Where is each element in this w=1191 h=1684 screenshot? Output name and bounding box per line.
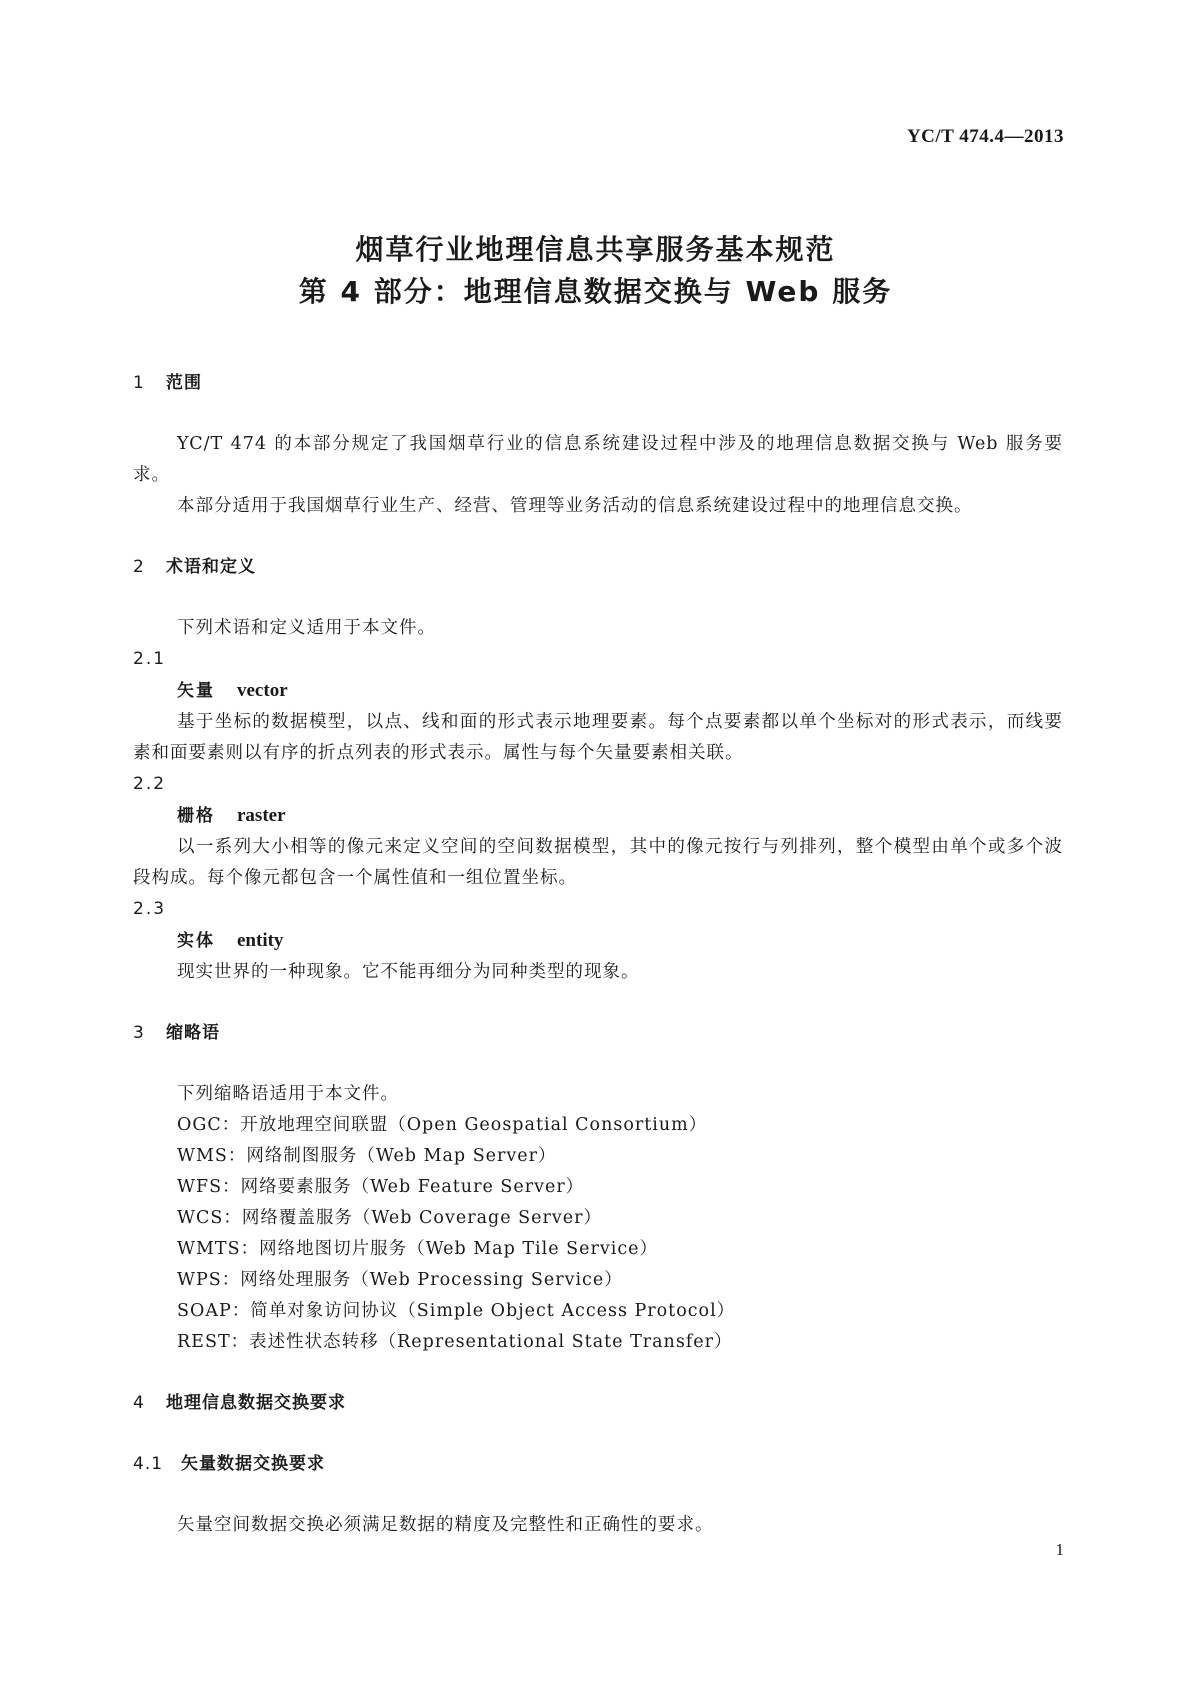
section-heading-abbreviations	[133, 1018, 1063, 1049]
list-item: SOAP：简单对象访问协议（Simple Object Access Protocol）	[177, 1301, 736, 1321]
page-number: 1	[1055, 1540, 1064, 1559]
term-english: entity	[237, 930, 284, 951]
term-english: vector	[237, 680, 288, 701]
section-number: 3	[133, 1023, 145, 1043]
list-item: OGC：开放地理空间联盟（Open Geospatial Consortium）	[177, 1115, 708, 1135]
section-heading-scope	[133, 368, 1063, 399]
section-heading-exchange	[133, 1388, 1063, 1419]
term-definition: 以一系列大小相等的像元来定义空间的空间数据模型，其中的像元按行与列排列，整个模型由单个或多个波段构成。每个像元都包含一个属性值和一组位置坐标。	[133, 837, 1063, 888]
list-item: WCS：网络覆盖服务（Web Coverage Server）	[177, 1208, 602, 1228]
term-chinese: 矢量	[177, 681, 215, 701]
scope-paragraph-2: 本部分适用于我国烟草行业生产、经营、管理等业务活动的信息系统建设过程中的地理信息交换。	[177, 496, 973, 516]
scope-paragraph-1: YC/T 474 的本部分规定了我国烟草行业的信息系统建设过程中涉及的地理信息数据交换与 Web 服务要求。	[133, 434, 1063, 485]
term-definition: 基于坐标的数据模型，以点、线和面的形式表示地理要素。每个点要素都以单个坐标对的形式表示，而线要素和面要素则以有序的折点列表的形式表示。属性与每个矢量要素相关联。	[133, 712, 1063, 763]
section-number: 1	[133, 373, 145, 393]
term-number: 2.2	[133, 774, 167, 794]
abbreviation-list	[133, 1110, 1063, 1358]
list-item: WMTS：网络地图切片服务（Web Map Tile Service）	[177, 1239, 659, 1259]
term-number: 2.1	[133, 649, 167, 669]
abbreviations-intro: 下列缩略语适用于本文件。	[177, 1084, 399, 1104]
document-body	[133, 368, 1063, 1541]
subsection-number: 4.1	[133, 1454, 164, 1474]
subsection-title: 矢量数据交换要求	[181, 1454, 325, 1474]
section-title: 地理信息数据交换要求	[166, 1393, 346, 1413]
standard-number: YC/T 474.4—2013	[906, 126, 1064, 147]
term-name-raster	[133, 800, 1063, 832]
section-number: 4	[133, 1393, 145, 1413]
section-title: 范围	[166, 373, 202, 393]
document-title-line-1: 烟草行业地理信息共享服务基本规范	[355, 233, 836, 266]
list-item: WMS：网络制图服务（Web Map Server）	[177, 1146, 557, 1166]
list-item: WPS：网络处理服务（Web Processing Service）	[177, 1270, 623, 1290]
term-chinese: 实体	[177, 931, 215, 951]
term-name-entity	[133, 925, 1063, 957]
term-name-vector	[133, 675, 1063, 707]
section-number: 2	[133, 557, 145, 577]
list-item: WFS：网络要素服务（Web Feature Server）	[177, 1177, 585, 1197]
section-title: 术语和定义	[166, 557, 256, 577]
list-item: REST：表述性状态转移（Representational State Transfer）	[177, 1332, 733, 1352]
section-heading-terms	[133, 552, 1063, 583]
subsection-heading-vector-exchange	[133, 1449, 1063, 1480]
terms-intro: 下列术语和定义适用于本文件。	[177, 618, 436, 638]
vector-exchange-paragraph: 矢量空间数据交换必须满足数据的精度及完整性和正确性的要求。	[177, 1515, 714, 1535]
document-title-line-2: 第 4 部分：地理信息数据交换与 Web 服务	[298, 275, 893, 308]
term-definition: 现实世界的一种现象。它不能再细分为同种类型的现象。	[177, 962, 640, 982]
term-chinese: 栅格	[177, 806, 215, 826]
term-number: 2.3	[133, 899, 167, 919]
section-title: 缩略语	[166, 1023, 220, 1043]
term-english: raster	[237, 805, 286, 826]
